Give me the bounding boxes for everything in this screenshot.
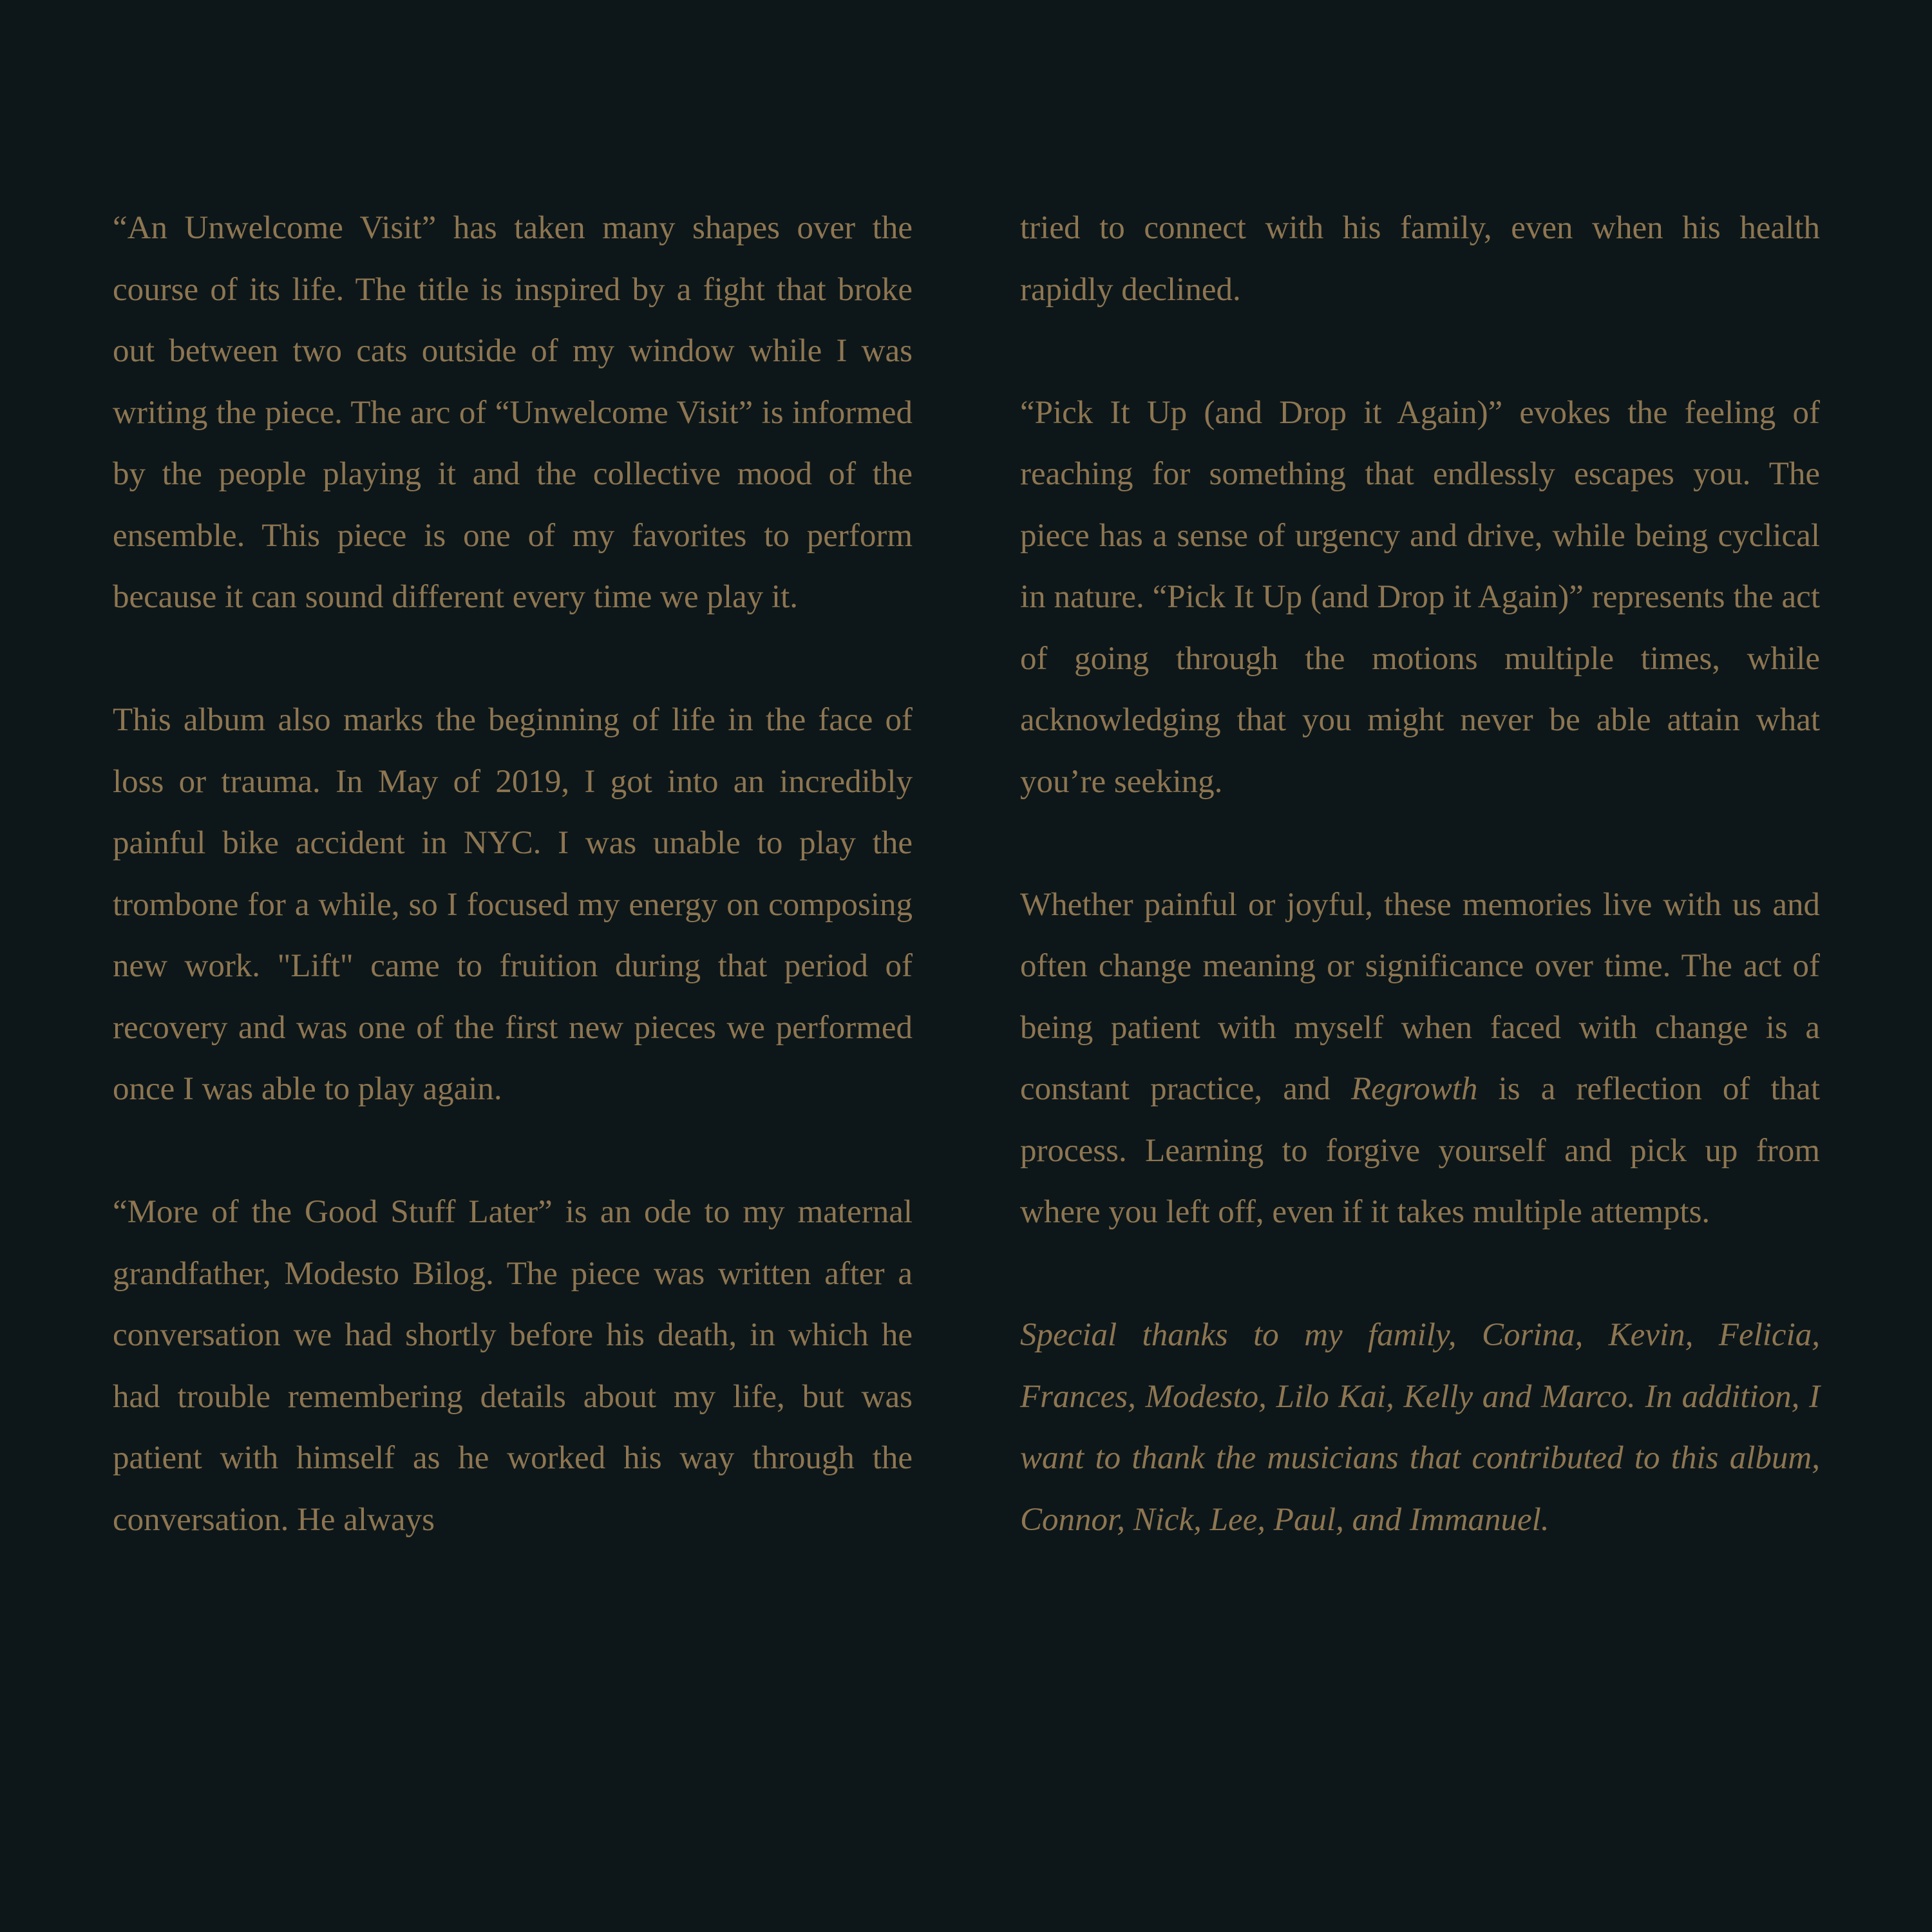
paragraph-pick-it-up: “Pick It Up (and Drop it Again)” evokes the feeling of reaching for something that endlessly escapes you. The piece has a sense of urgency and drive, while being cyclical in nature. “Pick It Up (and Drop it Again)” represents the act of going through the motions multiple times, while acknowledging that you might never be able attain what you’re seeking. bbox=[1020, 394, 1820, 800]
album-title: Regrowth bbox=[1351, 1071, 1478, 1107]
regrowth-text-after: is a reflection of that process. Learning to forgive yourself and pick up from where you left off, even if it takes multiple attempts. bbox=[1020, 1071, 1820, 1230]
paragraph-unwelcome-visit: “An Unwelcome Visit” has taken many shapes over the course of its life. The title is inspired by a fight that broke out between two cats outside of my window while I was writing the piece. The arc of “Unwelcome Visit” is informed by the people playing it and the collective mood of the ensemble. This piece is one of my favorites to perform because it can sound different every time we play it. bbox=[113, 210, 913, 615]
paragraph-good-stuff-later: “More of the Good Stuff Later” is an ode to my maternal grandfather, Modesto Bilog. The piece was written after a conversation we had shortly before his death, in which he had trouble remembering details about my life, but was patient with himself as he worked his way through the conversation. He always bbox=[113, 1194, 913, 1538]
right-column bbox=[1020, 198, 1820, 1551]
regrowth-text-before: Whether painful or joyful, these memories live with us and often change meaning or significance over time. The act of being patient with myself when faced with change is a constant practice, and bbox=[1020, 886, 1820, 1107]
paragraph-lift: This album also marks the beginning of life in the face of loss or trauma. In May of 2019, I got into an incredibly painful bike accident in NYC. I was unable to play the trombone for a while, so I focused my energy on composing new work. "Lift" came to fruition during that period of recovery and was one of the first new pieces we performed once I was able to play again. bbox=[113, 702, 913, 1107]
paragraph-regrowth bbox=[1020, 875, 1820, 1244]
paragraph-special-thanks: Special thanks to my family, Corina, Kevin, Felicia, Frances, Modesto, Lilo Kai, Kelly and Marco. In addition, I want to thank the musicians that contributed to this album, Connor, Nick, Lee, Paul, and Immanuel. bbox=[1020, 1317, 1820, 1538]
paragraph-continued-family: tried to connect with his family, even when his health rapidly declined. bbox=[1020, 210, 1820, 308]
left-column bbox=[113, 198, 913, 1551]
